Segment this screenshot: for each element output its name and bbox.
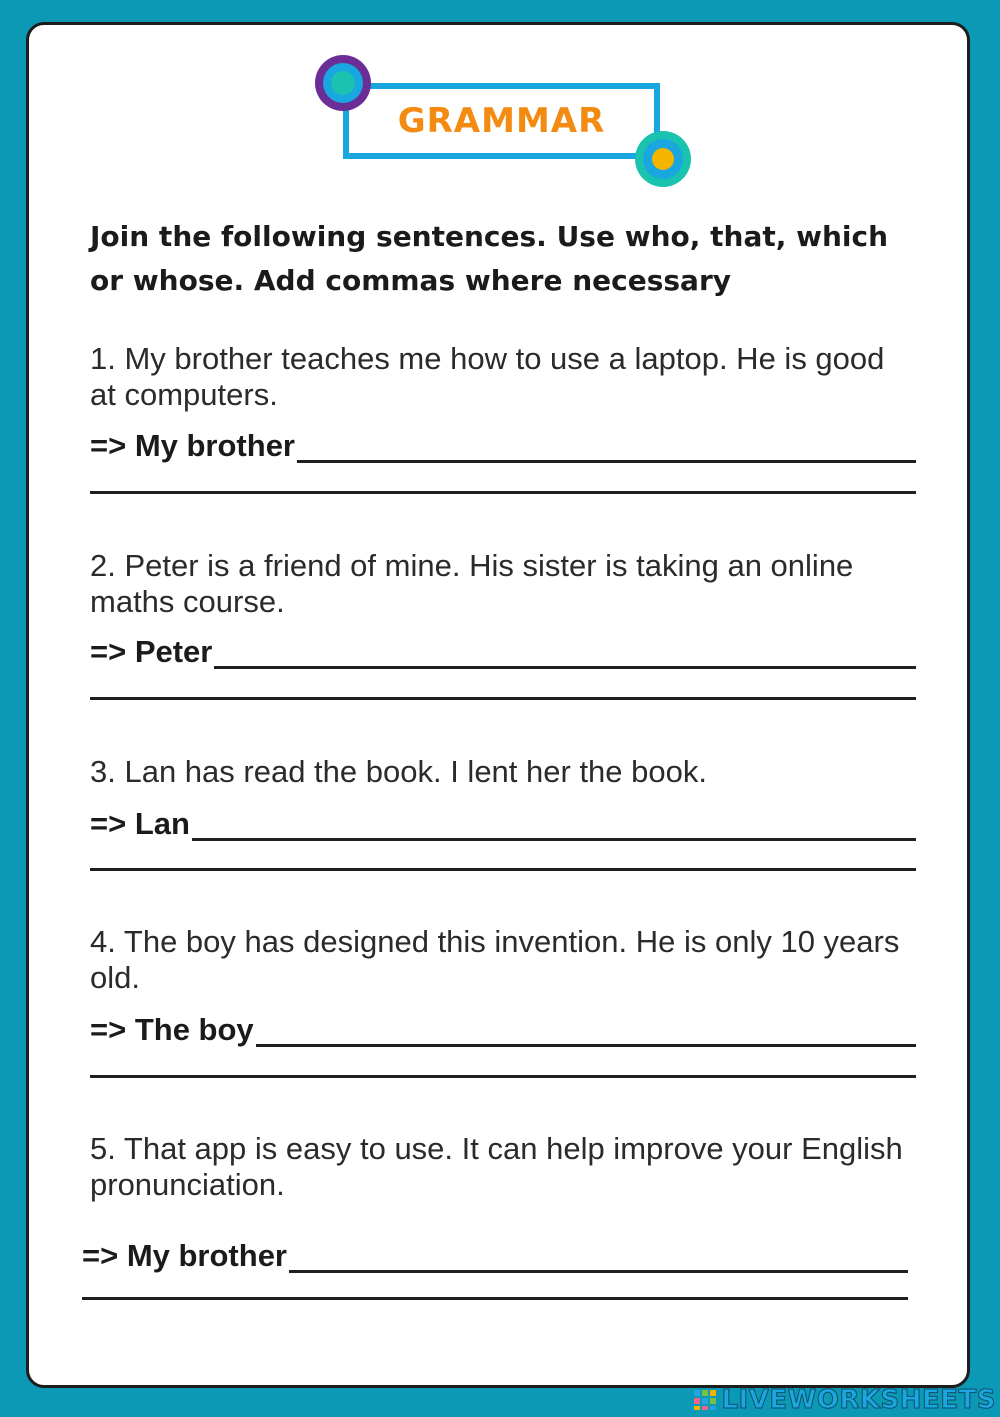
continuation-line-3[interactable] xyxy=(90,868,916,871)
worksheet-page xyxy=(26,22,970,1388)
continuation-line-1[interactable] xyxy=(90,491,916,494)
answer-line-1[interactable] xyxy=(297,420,916,463)
answer-prefix-2: => Peter xyxy=(90,634,213,669)
liveworksheets-logo-icon xyxy=(693,1388,717,1412)
answer-line-5[interactable] xyxy=(289,1230,908,1273)
answer-prefix-1: => My brother xyxy=(90,428,295,463)
liveworksheets-text: LIVEWORKSHEETS xyxy=(721,1385,996,1415)
answer-prefix-5: => My brother xyxy=(82,1238,287,1273)
continuation-line-4[interactable] xyxy=(90,1075,916,1078)
decorative-circle-icon xyxy=(311,51,375,115)
answer-prefix-4: => The boy xyxy=(90,1012,254,1047)
answer-line-2[interactable] xyxy=(214,626,916,669)
answer-row-4[interactable] xyxy=(90,1003,916,1047)
page-title: GRAMMAR xyxy=(397,101,606,141)
answer-line-4[interactable] xyxy=(256,1004,916,1047)
answer-line-3[interactable] xyxy=(192,798,916,841)
liveworksheets-branding xyxy=(693,1387,996,1413)
question-2: 2. Peter is a friend of mine. His sister is taking an online maths course. xyxy=(90,548,854,619)
answer-row-1[interactable] xyxy=(90,419,916,463)
title-frame xyxy=(343,83,660,159)
question-3: 3. Lan has read the book. I lent her the book. xyxy=(90,754,707,789)
continuation-line-2[interactable] xyxy=(90,697,916,700)
question-4: 4. The boy has designed this invention. He is only 10 years old. xyxy=(90,924,900,995)
question-5: 5. That app is easy to use. It can help improve your English pronunciation. xyxy=(90,1131,903,1202)
answer-row-3[interactable] xyxy=(90,797,916,841)
instruction-text: Join the following sentences. Use who, that, which or whose. Add commas where necessary xyxy=(90,220,889,297)
decorative-circle-icon xyxy=(631,127,695,191)
answer-prefix-3: => Lan xyxy=(90,806,190,841)
answer-row-2[interactable] xyxy=(90,625,916,669)
continuation-line-5[interactable] xyxy=(82,1297,908,1300)
question-1: 1. My brother teaches me how to use a laptop. He is good at computers. xyxy=(90,341,885,412)
answer-row-5[interactable] xyxy=(82,1229,908,1273)
